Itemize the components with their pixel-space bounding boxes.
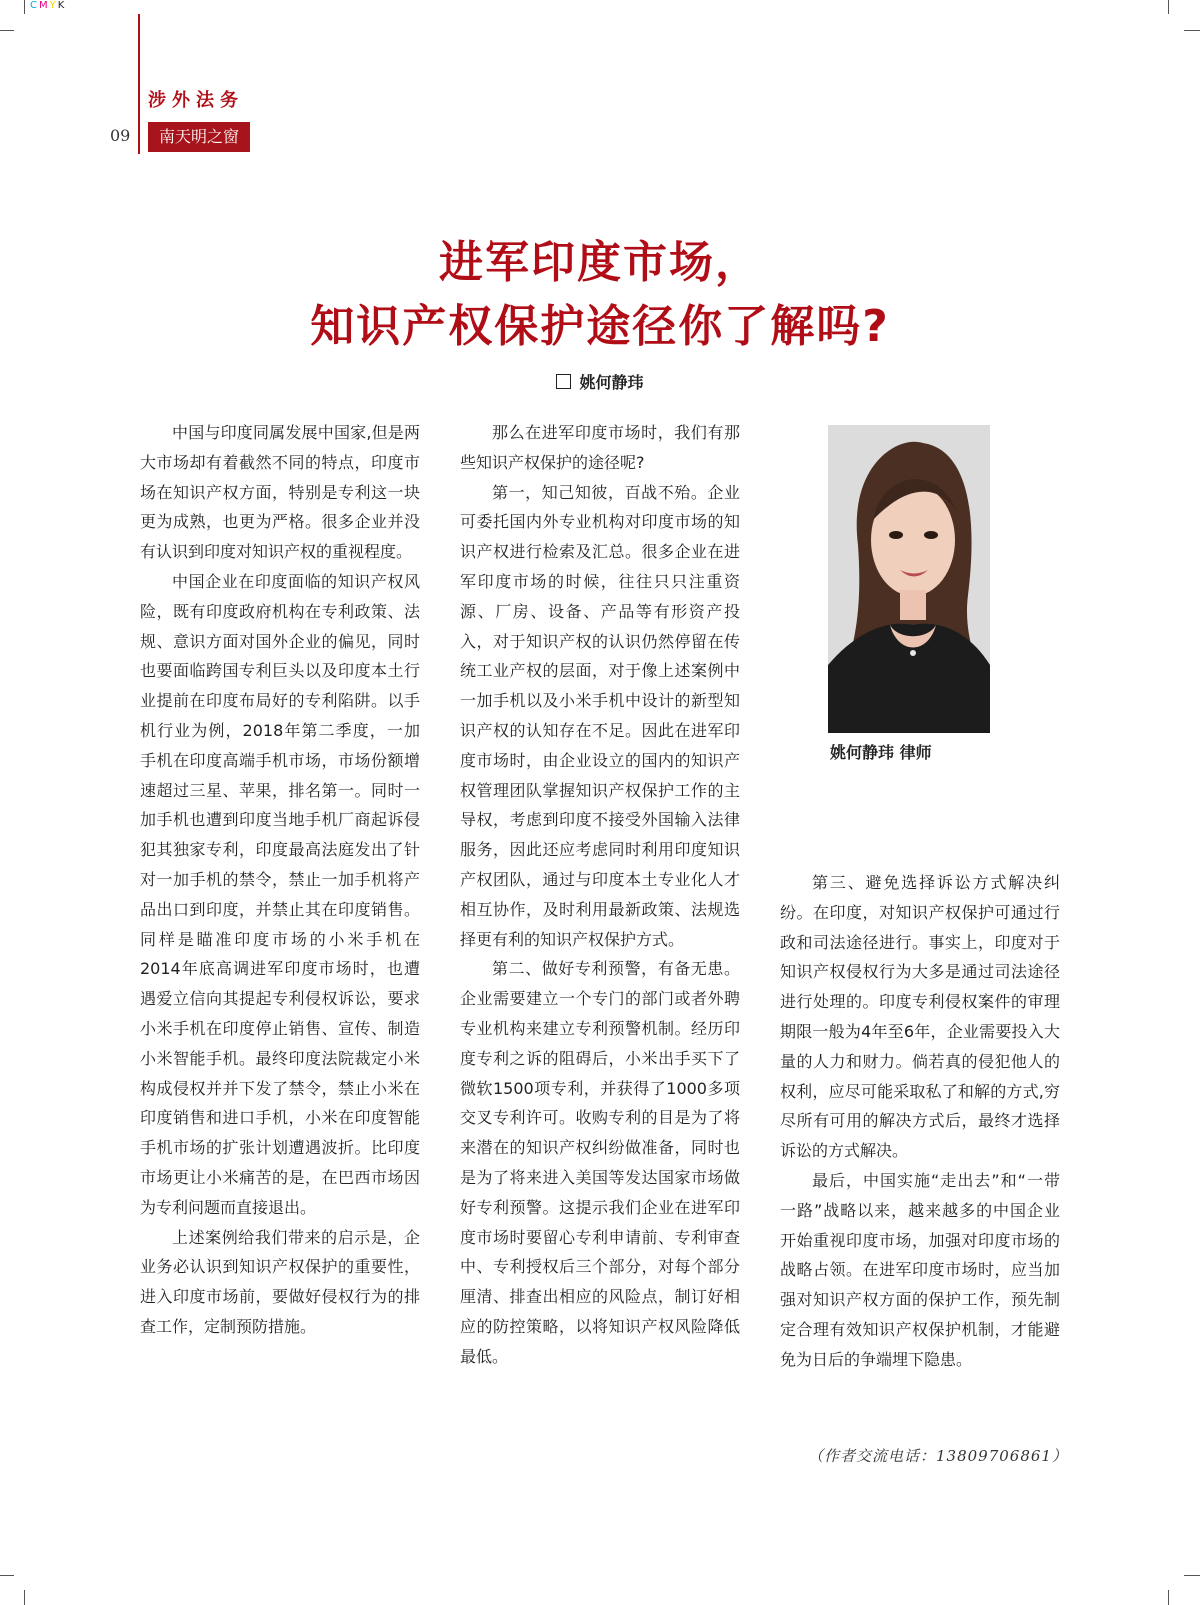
crop-mark-br-v [1168, 1590, 1169, 1605]
paragraph: 第一，知己知彼，百战不殆。企业可委托国内外专业机构对印度市场的知识产权进行检索及汇总。很多企业在进军印度市场的时候，往往只只注重资源、厂房、设备、产品等有形资产投入，对于知识产权的认识仍然停留在传统工业产权的层面，对于像上述案例中一加手机以及小米手机中设计的新型知识产权的认知存在不足。因此在进军印度市场时，由企业设立的国内的知识产权管理团队掌握知识产权保护工作的主导权，考虑到印度不接受外国输入法律服务，因此还应考虑同时利用印度知识产权团队，通过与印度本土专业化人才相互协作，及时利用最新政策、法规选择更有利的知识产权保护方式。 [460, 482, 740, 949]
crop-mark-bl-v [24, 1590, 25, 1605]
crop-mark-bl-h [0, 1575, 14, 1576]
paragraph: 最后，中国实施“走出去”和“一带一路”战略以来，越来越多的中国企业开始重视印度市场，加强对印度市场的战略占领。在进军印度市场时，应当加强对知识产权方面的保护工作，预先制定合理有效知识产权保护机制，才能避免为日后的争端埋下隐患。 [780, 1170, 1060, 1369]
square-bullet-icon [556, 374, 571, 389]
column-3 [780, 868, 1060, 1375]
paragraph: 第三、避免选择诉讼方式解决纠纷。在印度，对知识产权保护可通过行政和司法途径进行。事实上，印度对于知识产权侵权行为大多是通过司法途径进行处理的。印度专利侵权案件的审理期限一般为4年至6年，企业需要投入大量的人力和财力。倘若真的侵犯他人的权利，应尽可能采取私了和解的方式,穷尽所有可用的解决方式后，最终才选择诉讼的方式解决。 [780, 873, 1060, 1161]
cmyk-k: K [57, 0, 67, 11]
paragraph: 那么在进军印度市场时，我们有那些知识产权保护的途径呢? [460, 423, 740, 472]
photo-caption: 姚何静玮 律师 [830, 743, 932, 762]
cmyk-print-mark [30, 0, 66, 11]
column-1 [140, 418, 420, 1342]
paragraph: 第二、做好专利预警，有备无患。企业需要建立一个专门的部门或者外聘专业机构来建立专利预警机制。经历印度专利之诉的阻碍后，小米出手买下了微软1500项专利，并获得了1000多项交叉专利许可。收购专利的目是为了将来潜在的知识产权纠纷做准备，同时也是为了将来进入美国等发达国家市场做好专利预警。这提示我们企业在进军印度市场时要留心专利申请前、专利审查中、专利授权后三个部分，对每个部分厘清、排查出相应的风险点，制订好相应的防控策略，以将知识产权风险降低最低。 [460, 959, 740, 1366]
author-photo [828, 425, 990, 733]
crop-mark-br-h [1184, 1575, 1200, 1576]
paragraph: 中国企业在印度面临的知识产权风险，既有印度政府机构在专利政策、法规、意识方面对国外企业的偏见，同时也要面临跨国专利巨头以及印度本土行业提前在印度布局好的专利陷阱。以手机行业为例，2018年第二季度，一加手机在印度高端手机市场，市场份额增速超过三星、苹果，排名第一。同时一加手机也遭到印度当地手机厂商起诉侵犯其独家专利，印度最高法庭发出了针对一加手机的禁令，禁止一加手机将产品出口到印度，并禁止其在印度销售。同样是瞄准印度市场的小米手机在2014年底高调进军印度市场时，也遭遇爱立信向其提起专利侵权诉讼，要求小米手机在印度停止销售、宣传、制造小米智能手机。最终印度法院裁定小米构成侵权并并下发了禁令，禁止小米在印度销售和进口手机，小米在印度智能手机市场的扩张计划遭遇波折。比印度市场更让小米痛苦的是，在巴西市场因为专利问题而直接退出。 [140, 571, 420, 1217]
crop-mark-tl-h [0, 30, 14, 31]
section-rule [138, 14, 140, 154]
column-2 [460, 418, 740, 1372]
cmyk-y: Y [49, 0, 58, 11]
article-title-line2: 知识产权保护途径你了解吗? [310, 301, 890, 352]
cmyk-c: C [30, 0, 39, 11]
crop-mark-tr-v [1168, 0, 1169, 14]
crop-mark-tl-v [24, 0, 25, 14]
article-title-line1: 进军印度市场， [439, 237, 761, 288]
paragraph: 中国与印度同属发展中国家,但是两大市场却有着截然不同的特点，印度市场在知识产权方面，特别是专利这一块更为成熟，也更为严格。很多企业并没有认识到印度对知识产权的重视程度。 [140, 423, 420, 562]
crop-mark-tr-h [1184, 30, 1200, 31]
paragraph: 上述案例给我们带来的启示是，企业务必认识到知识产权保护的重要性，进入印度市场前，要做好侵权行为的排查工作，定制预防措施。 [140, 1227, 420, 1336]
page-number: 09 [110, 126, 131, 145]
author-contact: （作者交流电话：13809706861） [808, 1447, 1068, 1465]
section-title: 涉外法务 [148, 90, 244, 111]
portrait-illustration [828, 425, 990, 733]
author-byline [0, 370, 1200, 393]
author-name: 姚何静玮 [579, 373, 644, 392]
cmyk-m: M [38, 0, 50, 11]
column-tag: 南天明之窗 [148, 122, 250, 152]
